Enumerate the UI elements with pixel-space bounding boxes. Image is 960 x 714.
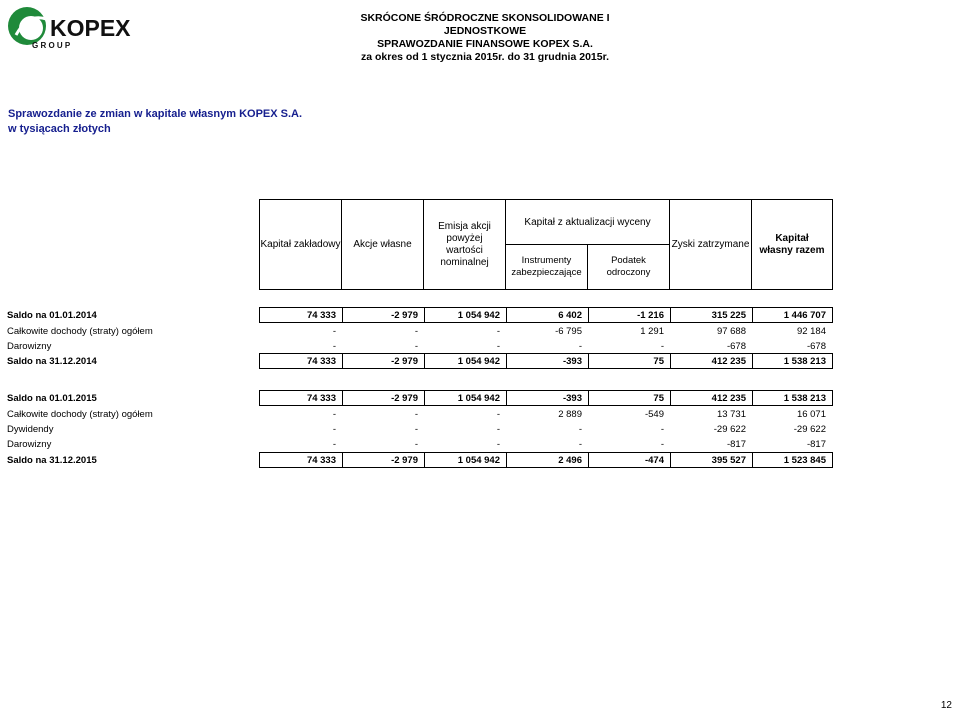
row-value: -393 bbox=[562, 393, 582, 404]
row-value: - bbox=[660, 424, 664, 435]
row-value: 92 184 bbox=[796, 326, 826, 337]
row-value: - bbox=[660, 439, 664, 450]
row-value: 1 054 942 bbox=[457, 393, 500, 404]
table-row bbox=[0, 354, 960, 370]
row-value: 75 bbox=[653, 356, 664, 367]
col-retained-earnings: Zyski zatrzymane bbox=[670, 200, 752, 289]
table-row bbox=[0, 391, 960, 407]
row-value: - bbox=[332, 439, 336, 450]
row-value: - bbox=[332, 409, 336, 420]
row-value: -2 979 bbox=[391, 310, 418, 321]
row-value: -29 622 bbox=[713, 424, 746, 435]
col-share-premium: Emisja akcji powyżej wartości nominalnej bbox=[424, 200, 506, 289]
row-value: 1 054 942 bbox=[457, 356, 500, 367]
row-value: - bbox=[414, 439, 418, 450]
row-label: Całkowite dochody (straty) ogółem bbox=[7, 409, 153, 420]
row-value: - bbox=[414, 326, 418, 337]
row-value: -678 bbox=[726, 341, 746, 352]
row-value: - bbox=[332, 424, 336, 435]
col-group-title: Kapitał z aktualizacji wyceny bbox=[506, 200, 669, 245]
row-value: - bbox=[496, 424, 500, 435]
row-value: 74 333 bbox=[306, 393, 336, 404]
row-value: 75 bbox=[653, 393, 664, 404]
table-row bbox=[0, 422, 960, 438]
row-value: 6 402 bbox=[558, 310, 582, 321]
row-value: - bbox=[496, 409, 500, 420]
row-value: -817 bbox=[726, 439, 746, 450]
row-value: 1 538 213 bbox=[783, 356, 826, 367]
row-value: -2 979 bbox=[391, 455, 418, 466]
col-share-capital: Kapitał zakładowy bbox=[260, 200, 342, 289]
row-label: Całkowite dochody (straty) ogółem bbox=[7, 326, 153, 337]
page-number: 12 bbox=[940, 700, 952, 711]
row-value: -393 bbox=[562, 356, 582, 367]
row-value: 1 054 942 bbox=[457, 455, 500, 466]
row-value: - bbox=[332, 341, 336, 352]
col-group-revaluation bbox=[506, 200, 670, 289]
row-label: Saldo na 31.12.2014 bbox=[7, 356, 97, 367]
row-label: Saldo na 31.12.2015 bbox=[7, 455, 97, 466]
row-value: - bbox=[414, 424, 418, 435]
report-header-line3: za okres od 1 stycznia 2015r. do 31 grudnia 2015r. bbox=[360, 51, 610, 63]
row-value: - bbox=[496, 326, 500, 337]
report-header bbox=[340, 12, 630, 64]
row-value: 97 688 bbox=[716, 326, 746, 337]
row-value: 2 889 bbox=[558, 409, 582, 420]
row-value: -6 795 bbox=[555, 326, 582, 337]
row-value: -1 216 bbox=[637, 310, 664, 321]
row-value: - bbox=[414, 409, 418, 420]
col-own-shares: Akcje własne bbox=[342, 200, 424, 289]
table-row bbox=[0, 324, 960, 340]
row-value: 74 333 bbox=[306, 455, 336, 466]
row-value: - bbox=[496, 341, 500, 352]
logo-subtitle: G R O U P bbox=[32, 41, 71, 50]
row-value: - bbox=[414, 341, 418, 352]
statement-title-line1: Sprawozdanie ze zmian w kapitale własnym KOPEX S.A. bbox=[8, 108, 303, 120]
row-value: 395 527 bbox=[711, 455, 746, 466]
row-label: Saldo na 01.01.2015 bbox=[7, 393, 97, 404]
row-label: Darowizny bbox=[7, 341, 52, 352]
statement-title-line2: w tysiącach złotych bbox=[8, 123, 111, 135]
row-value: 412 235 bbox=[711, 393, 746, 404]
row-value: - bbox=[660, 341, 664, 352]
column-header-box bbox=[259, 199, 833, 290]
report-header-line2: SPRAWOZDANIE FINANSOWE KOPEX S.A. bbox=[377, 38, 593, 50]
row-value: 1 054 942 bbox=[457, 310, 500, 321]
row-value: -678 bbox=[806, 341, 826, 352]
col-hedging-instruments: Instrumenty zabezpieczające bbox=[506, 245, 588, 289]
row-label: Dywidendy bbox=[7, 424, 54, 435]
row-value: 412 235 bbox=[711, 356, 746, 367]
row-value: 1 538 213 bbox=[783, 393, 826, 404]
row-value: 74 333 bbox=[306, 356, 336, 367]
table-row bbox=[0, 407, 960, 423]
row-value: - bbox=[332, 326, 336, 337]
row-value: 74 333 bbox=[306, 310, 336, 321]
col-deferred-tax: Podatek odroczony bbox=[606, 255, 651, 278]
row-value: - bbox=[578, 341, 582, 352]
table-row bbox=[0, 339, 960, 355]
row-value: -29 622 bbox=[793, 424, 826, 435]
table-row bbox=[0, 453, 960, 469]
logo-brand: KOPEX bbox=[50, 15, 131, 41]
col-total-equity: Kapitał własny razem bbox=[759, 232, 825, 256]
kopex-logo bbox=[6, 5, 141, 51]
row-value: 315 225 bbox=[711, 310, 746, 321]
row-value: - bbox=[578, 439, 582, 450]
row-value: -474 bbox=[644, 455, 664, 466]
row-value: - bbox=[578, 424, 582, 435]
table-row bbox=[0, 308, 960, 324]
row-value: 1 523 845 bbox=[783, 455, 826, 466]
row-value: -2 979 bbox=[391, 393, 418, 404]
row-value: 13 731 bbox=[716, 409, 746, 420]
row-label: Saldo na 01.01.2014 bbox=[7, 310, 97, 321]
row-value: 16 071 bbox=[796, 409, 826, 420]
row-value: 1 446 707 bbox=[783, 310, 826, 321]
table-row bbox=[0, 437, 960, 453]
row-value: - bbox=[496, 439, 500, 450]
row-value: -549 bbox=[644, 409, 664, 420]
statement-title bbox=[8, 107, 302, 137]
row-value: -817 bbox=[806, 439, 826, 450]
row-value: -2 979 bbox=[391, 356, 418, 367]
row-value: 2 496 bbox=[558, 455, 582, 466]
report-header-line1: SKRÓCONE ŚRÓDROCZNE SKONSOLIDOWANE I JEDNOSTKOWE bbox=[360, 12, 610, 37]
row-value: 1 291 bbox=[640, 326, 664, 337]
row-label: Darowizny bbox=[7, 439, 52, 450]
